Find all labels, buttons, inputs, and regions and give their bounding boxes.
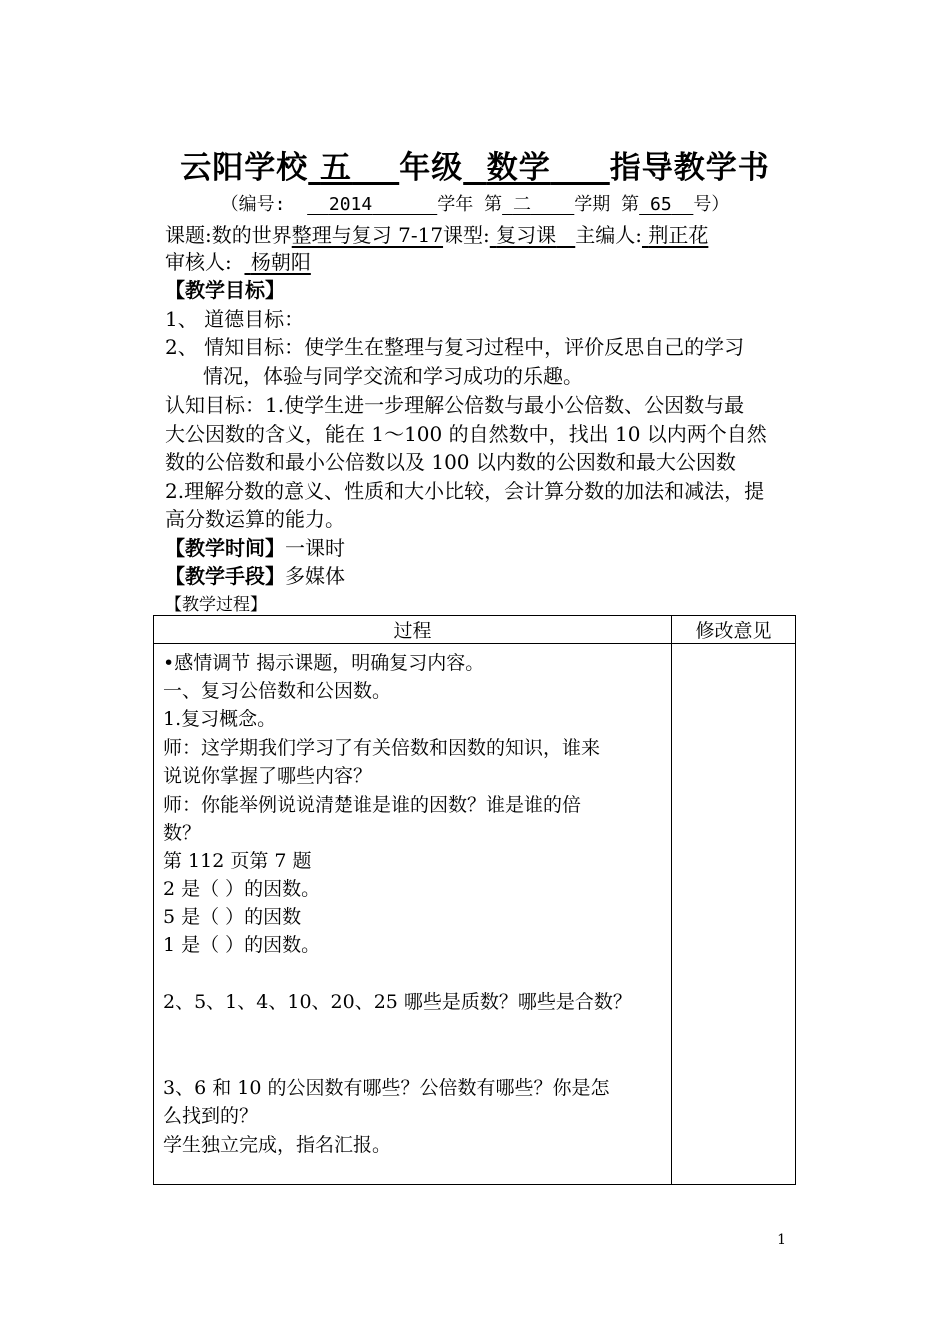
school-name: 云阳学校 — [180, 150, 309, 186]
cognitive-line: 高分数运算的能力。 — [165, 507, 345, 531]
process-line: •感情调节 揭示课题，明确复习内容。 — [163, 652, 485, 674]
process-line: 数？ — [163, 822, 202, 844]
process-cell — [154, 644, 672, 1185]
means-line: 【教学手段】多媒体 — [165, 564, 345, 588]
cognitive-line: 数的公倍数和最小公倍数以及 100 以内数的公因数和最大公因数 — [165, 450, 736, 474]
goal-item-1: 1、 道德目标： — [165, 307, 305, 331]
serial-year: 2014 — [328, 194, 373, 215]
lesson-topic: 整理与复习 7-17 — [291, 223, 444, 247]
process-line: 说说你掌握了哪些内容？ — [163, 765, 373, 787]
page-number: 1 — [777, 1232, 786, 1248]
book-title: 指导教学书 — [609, 150, 770, 186]
cognitive-line: 大公因数的含义，能在 1～100 的自然数中，找出 10 以内两个自然 — [165, 422, 767, 446]
cognitive-line: 认知目标：1.使学生进一步理解公倍数与最小公倍数、公因数与最 — [165, 393, 745, 417]
process-line: 2、5、1、4、10、20、25 哪些是质数？哪些是合数？ — [163, 991, 632, 1013]
process-line: 学生独立完成，指名汇报。 — [163, 1134, 392, 1156]
process-line: 一、复习公倍数和公因数。 — [163, 680, 392, 702]
lesson-type: 复习课 — [496, 223, 557, 247]
goal-item-2: 2、 情知目标：使学生在整理与复习过程中，评价反思自己的学习 — [165, 335, 745, 359]
process-line: 5 是（ ）的因数 — [163, 906, 302, 928]
cognitive-line: 2.理解分数的意义、性质和大小比较，会计算分数的加法和减法，提 — [165, 479, 765, 503]
process-table — [153, 615, 796, 1185]
lesson-line: 课题:数的世界整理与复习 7-17课型: 复习课 主编人: 荆正花 — [165, 223, 709, 247]
process-column-header: 过程 — [154, 616, 672, 644]
process-line: 第 112 页第 7 题 — [163, 850, 312, 872]
goal-item-2-cont: 情况，体验与同学交流和学习成功的乐趣。 — [203, 364, 583, 388]
goals-heading: 【教学目标】 — [165, 278, 285, 302]
grade-label: 年级 — [399, 150, 464, 186]
process-line: 师：你能举例说说清楚谁是谁的因数？谁是谁的倍 — [163, 794, 582, 816]
document-title — [0, 142, 950, 187]
serial-line: （编号: 2014 学年 第 二 学期 第 65 号） — [220, 194, 730, 215]
grade-value: 五 — [320, 150, 353, 186]
process-line: 1 是（ ）的因数。 — [163, 934, 321, 956]
process-line: 1.复习概念。 — [163, 708, 277, 730]
time-line: 【教学时间】一课时 — [165, 536, 345, 560]
process-line: 师：这学期我们学习了有关倍数和因数的知识，谁来 — [163, 737, 601, 759]
serial-term: 二 — [512, 194, 531, 215]
reviewer-line: 审核人: 杨朝阳 — [165, 250, 311, 274]
reviewer-name: 杨朝阳 — [250, 250, 311, 274]
serial-number: 65 — [649, 194, 672, 215]
notes-cell — [672, 644, 796, 1185]
process-heading: 【教学过程】 — [165, 595, 267, 615]
process-line: 3、6 和 10 的公因数有哪些？公倍数有哪些？你是怎 — [163, 1077, 610, 1099]
process-line: 么找到的？ — [163, 1105, 259, 1127]
notes-column-header: 修改意见 — [672, 616, 796, 644]
subject-value: 数学 — [486, 150, 551, 186]
process-line: 2 是（ ）的因数。 — [163, 878, 321, 900]
lesson-editor: 荆正花 — [648, 223, 709, 247]
